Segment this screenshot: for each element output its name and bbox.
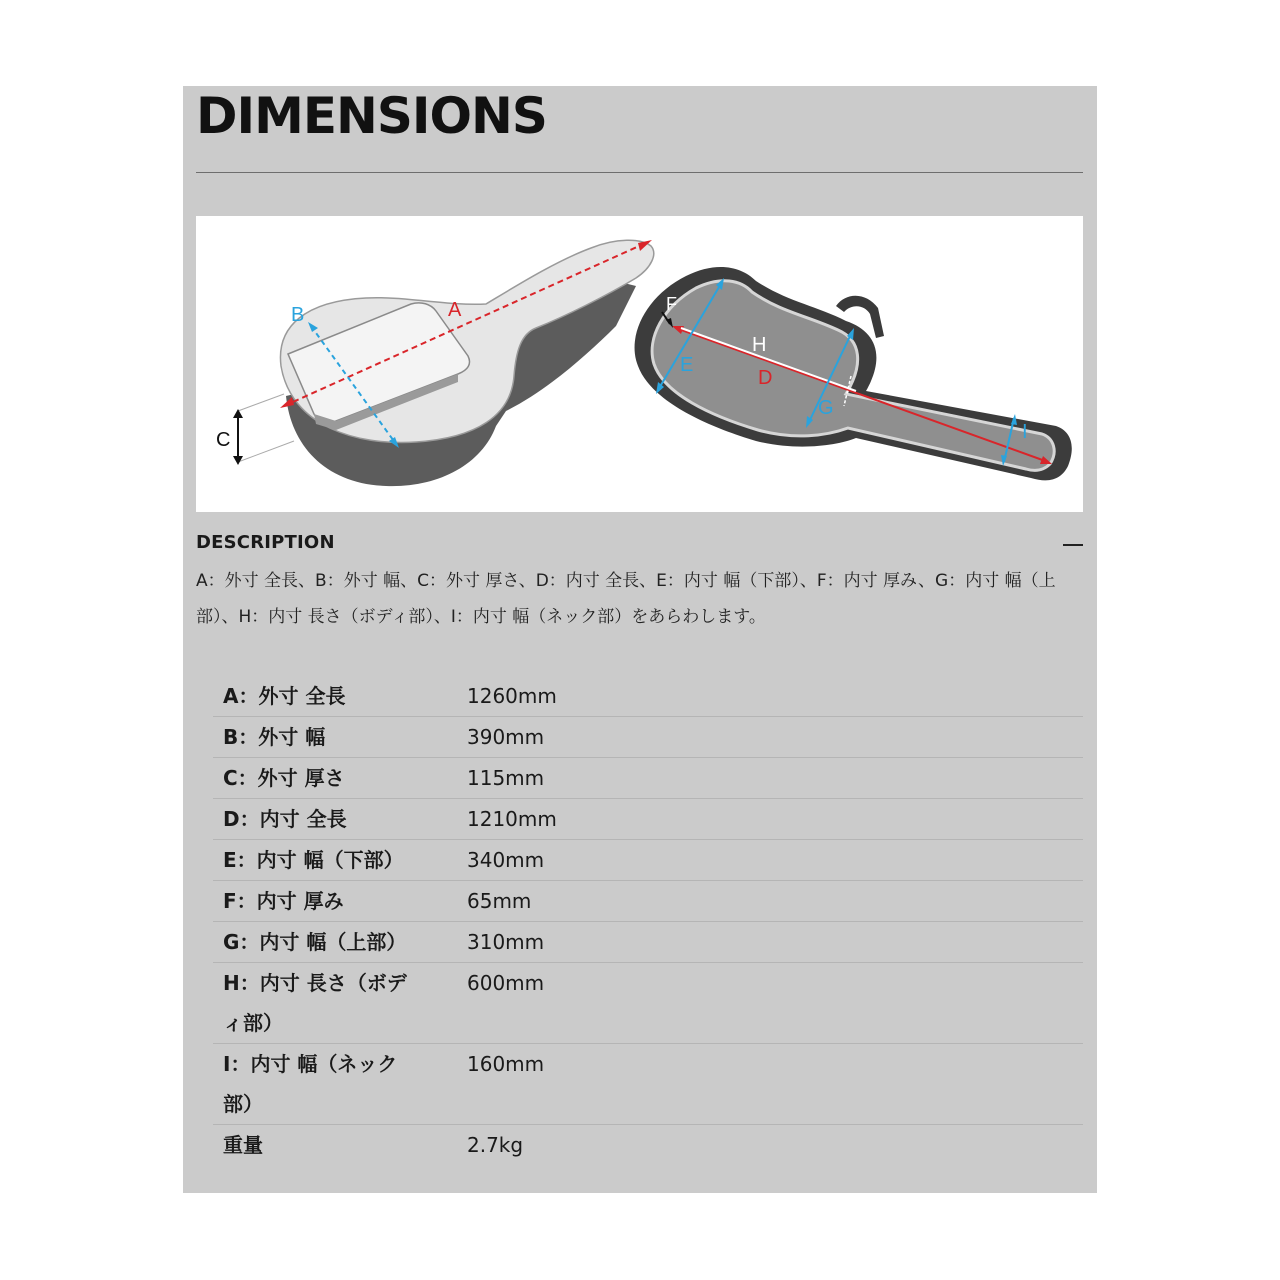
spec-row [213,963,1083,1044]
dim-h-label: H [752,334,767,356]
dim-b-label: B [291,304,305,326]
spec-row [213,758,1083,799]
closed-case [216,240,654,486]
description-heading: DESCRIPTION [196,532,335,553]
minus-icon[interactable] [1063,544,1083,546]
spec-value: 310mm [467,930,545,954]
spec-label: 重量 [223,1133,263,1157]
spec-label: H：内寸 長さ（ボディ部） [223,971,407,1035]
dim-f-label: F [666,294,677,314]
dimensions-panel [183,86,1097,1193]
spec-label: E：内寸 幅（下部） [223,848,404,872]
dim-c-guide-bottom [238,441,294,462]
spec-table [213,676,1083,1165]
spec-row [213,1044,1083,1125]
spec-value: 65mm [467,889,532,913]
spec-row [213,840,1083,881]
dim-i-label: I [1022,421,1028,443]
spec-value: 160mm [467,1052,545,1076]
divider [196,172,1083,173]
spec-row [213,922,1083,963]
dim-c-guide-top [238,394,284,411]
spec-label: F：内寸 厚み [223,889,344,913]
spec-row [213,1125,1083,1165]
spec-label: C：外寸 厚さ [223,766,345,790]
spec-row [213,676,1083,717]
spec-row [213,717,1083,758]
open-case [635,267,1072,480]
spec-value: 1260mm [467,684,557,708]
dim-c-label: C [216,429,231,451]
dim-c-arrow-top [233,409,243,418]
spec-label: B：外寸 幅 [223,725,326,749]
dim-a-label: A [448,299,462,321]
spec-value: 2.7kg [467,1133,524,1157]
spec-row [213,799,1083,840]
dim-e-label: E [680,354,694,376]
page-title: DIMENSIONS [196,87,547,145]
spec-value: 600mm [467,971,545,995]
case-dimension-diagram [196,216,1083,512]
spec-value: 340mm [467,848,545,872]
spec-label: A：外寸 全長 [223,684,346,708]
spec-value: 390mm [467,725,545,749]
spec-value: 1210mm [467,807,557,831]
spec-label: G：内寸 幅（上部） [223,930,407,954]
description-text: A：外寸 全長、B：外寸 幅、C：外寸 厚さ、D：内寸 全長、E：内寸 幅（下部）、F：内寸 厚み、G：内寸 幅（上部）、H：内寸 長さ（ボディ部）、I：内寸 幅（ネック部）をあらわします。 [196,571,1056,627]
spec-label: D：内寸 全長 [223,807,347,831]
diagram-svg [196,216,1083,512]
dim-g-label: G [818,397,834,419]
spec-label: I：内寸 幅（ネック部） [223,1052,398,1116]
spec-row [213,881,1083,922]
spec-value: 115mm [467,766,545,790]
dim-d-label: D [758,367,773,389]
